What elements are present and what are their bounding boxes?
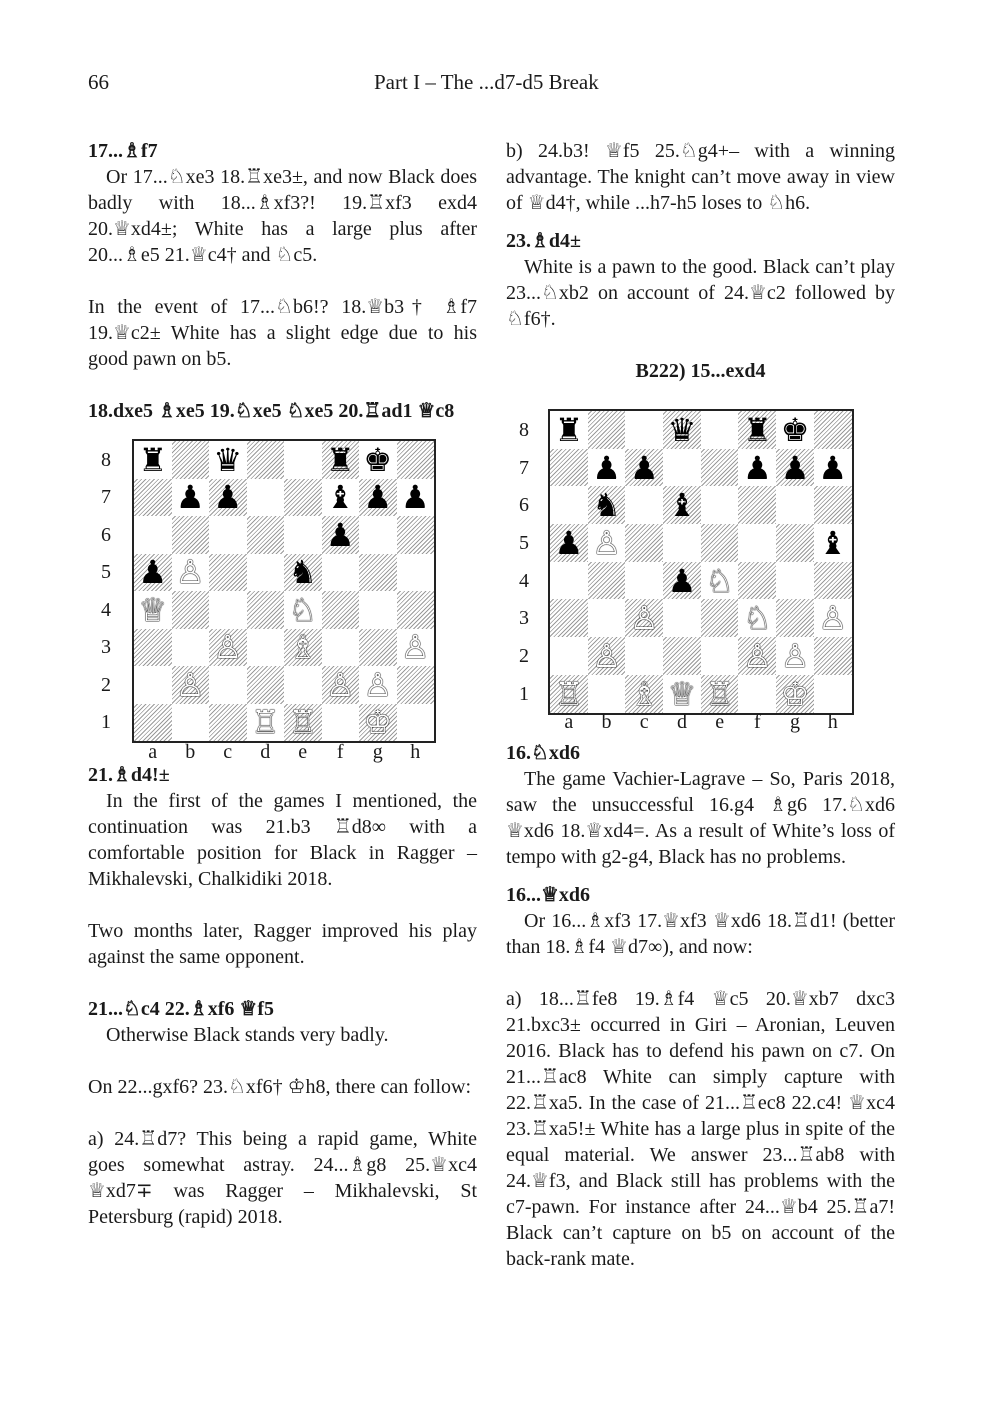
file-label: g [790,711,801,733]
square-g5 [776,524,814,562]
rank-label: 1 [101,711,111,734]
chess-piece-h5: ♝ [818,523,848,562]
square-e5 [284,554,322,592]
square-f2 [738,637,776,675]
square-d2 [247,666,285,704]
paragraph: b) 24.b3! ♕f5 25.♘g4+– with a winning advantage. The knight can’t move away in view of ♕d4†, while ...h7-h5 loses to ♘h6. [506,140,895,214]
chess-piece-e4: ♘ [705,561,734,600]
file-label: c [223,741,233,763]
file-label: a [564,711,574,733]
square-g1 [776,675,814,713]
square-d8 [663,411,701,449]
chess-piece-d6: ♝ [667,486,697,525]
chess-piece-a4: ♕ [138,590,168,629]
square-g6 [359,516,397,554]
square-g3 [776,599,814,637]
square-h7 [397,479,435,517]
square-a6 [550,486,588,524]
square-d1 [247,704,285,742]
square-c2 [209,666,247,704]
square-e8 [284,441,322,479]
chess-piece-d8: ♛ [667,410,697,449]
square-h5 [814,524,852,562]
chess-piece-c8: ♛ [213,440,243,479]
rank-label: 2 [519,645,529,668]
rank-label: 7 [519,456,529,479]
chess-piece-d1: ♕ [667,674,697,713]
chess-piece-c7: ♟ [213,478,243,517]
rank-label: 8 [519,418,529,441]
square-f1 [322,704,360,742]
square-d1 [663,675,701,713]
square-d6 [663,486,701,524]
rank-label: 6 [101,523,111,546]
running-title: Part I – The ...d7-d5 Break [374,70,599,94]
square-a1 [550,675,588,713]
square-h1 [814,675,852,713]
square-d5 [663,524,701,562]
chess-piece-h3: ♙ [400,628,430,667]
square-c3 [625,599,663,637]
chess-piece-b7: ♟ [175,478,205,517]
square-e3 [701,599,739,637]
chess-piece-d1: ♖ [250,703,280,742]
square-e8 [701,411,739,449]
chess-piece-e3: ♗ [288,628,318,667]
chess-piece-b6: ♞ [592,486,621,525]
square-f6 [738,486,776,524]
square-d7 [247,479,285,517]
square-b6 [588,486,626,524]
square-g8 [359,441,397,479]
rank-label: 7 [101,486,111,509]
right-column [506,138,895,1272]
square-e7 [284,479,322,517]
file-label: d [676,711,687,733]
square-g2 [359,666,397,704]
move-heading: 21...♘c4 22.♗xf6 ♕f5 [88,998,274,1020]
square-a8 [134,441,172,479]
rank-label: 3 [519,607,529,630]
chess-piece-g8: ♚ [780,410,810,449]
square-b8 [172,441,210,479]
chess-piece-f8: ♜ [742,410,772,449]
square-d2 [663,637,701,675]
square-f3 [322,629,360,667]
file-label: f [336,741,344,763]
paragraph: Otherwise Black stands very badly. [106,1024,389,1046]
square-e1 [701,675,739,713]
rank-label: 1 [519,682,529,705]
square-f6 [322,516,360,554]
chess-piece-b7: ♟ [592,448,621,487]
square-a5 [550,524,588,562]
square-b4 [172,591,210,629]
move-heading: 23.♗d4± [506,230,582,252]
chess-piece-e4: ♘ [288,590,318,629]
rank-label: 3 [101,636,111,659]
square-a7 [134,479,172,517]
chess-diagram [506,384,895,740]
paragraph: On 22...gxf6? 23.♘xf6† ♔h8, there can follow: [88,1076,471,1098]
square-c8 [625,411,663,449]
square-a1 [134,704,172,742]
square-f1 [738,675,776,713]
square-b6 [172,516,210,554]
square-b7 [588,449,626,487]
square-h3 [814,599,852,637]
square-d7 [663,449,701,487]
rank-label: 8 [101,448,111,471]
chess-piece-g1: ♔ [780,674,810,713]
chess-piece-f2: ♙ [325,665,355,704]
chess-piece-f3: ♘ [742,599,772,638]
chess-diagram [88,424,477,762]
square-b3 [172,629,210,667]
file-label: e [298,741,308,763]
square-a2 [134,666,172,704]
square-e7 [701,449,739,487]
square-b4 [588,562,626,600]
square-a7 [550,449,588,487]
file-label: c [639,711,649,733]
square-c6 [209,516,247,554]
square-g1 [359,704,397,742]
paragraph: a) 24.♖d7? This being a rapid game, White goes somewhat astray. 24...♗g8 25.♕xc4 ♕xd7∓ was Ragger – Mikhalevski, St Petersburg (rapid) 2018. [88,1128,477,1228]
square-e1 [284,704,322,742]
chess-piece-a8: ♜ [138,440,168,479]
paragraph: Or 16...♗xf3 17.♕xf3 ♕xd6 18.♖d1! (better than 18.♗f4 ♕d7∞), and now: [506,910,895,958]
square-b5 [588,524,626,562]
square-h4 [397,591,435,629]
chess-piece-g8: ♚ [363,440,393,479]
square-a3 [550,599,588,637]
square-g8 [776,411,814,449]
chess-piece-b5: ♙ [175,553,205,592]
chess-piece-g7: ♟ [363,478,393,517]
file-label: h [410,741,421,763]
square-b1 [588,675,626,713]
square-f5 [322,554,360,592]
move-heading: 16...♕xd6 [506,884,591,906]
square-c5 [625,524,663,562]
chess-piece-e1: ♖ [288,703,318,742]
chess-piece-d4: ♟ [667,561,697,600]
square-h5 [397,554,435,592]
square-a6 [134,516,172,554]
paragraph: Or 17...♘xe3 18.♖xe3±, and now Black does badly with 18...♗xf3?! 19.♖xf3 exd4 20.♕xd4±; White has a large plus after 20...♗e5 21.♕c4† and ♘c5. [88,166,477,266]
rank-label: 2 [101,673,111,696]
chess-piece-a5: ♟ [554,523,584,562]
chess-piece-e5: ♞ [288,553,318,592]
square-b2 [588,637,626,675]
square-e5 [701,524,739,562]
chess-piece-f7: ♟ [742,448,772,487]
chess-board [132,439,436,743]
square-f8 [322,441,360,479]
square-h2 [814,637,852,675]
chess-piece-a5: ♟ [138,553,168,592]
square-a8 [550,411,588,449]
chess-piece-g2: ♙ [363,665,393,704]
square-d5 [247,554,285,592]
chess-piece-a8: ♜ [554,410,584,449]
square-f7 [322,479,360,517]
file-label: d [260,741,271,763]
paragraph: In the event of 17...♘b6!? 18.♕b3† ♗f7 19.♕c2± White has a slight edge due to his good pawn on b5. [88,296,477,370]
square-c6 [625,486,663,524]
square-a5 [134,554,172,592]
rank-label: 4 [101,598,111,621]
paragraph: The game Vachier-Lagrave – So, Paris 2018, saw the unsuccessful 16.g4 ♗g6 17.♘xd6 ♕xd6 18.♕xd4=. As a result of White’s loss of tempo with g2-g4, Black has no problems. [506,768,895,868]
square-g6 [776,486,814,524]
chess-board [548,409,854,715]
chess-piece-f7: ♝ [325,478,355,517]
chess-piece-g7: ♟ [780,448,810,487]
file-label: e [715,711,725,733]
chess-piece-g2: ♙ [780,637,810,676]
square-c7 [625,449,663,487]
chess-piece-f6: ♟ [325,515,355,554]
square-a4 [134,591,172,629]
square-f2 [322,666,360,704]
square-g7 [359,479,397,517]
square-h6 [814,486,852,524]
rank-label: 5 [101,561,111,584]
left-column [88,138,477,1230]
square-e6 [284,516,322,554]
square-b1 [172,704,210,742]
square-a2 [550,637,588,675]
file-label: a [148,741,158,763]
rank-label: 6 [519,494,529,517]
page-number: 66 [88,70,109,94]
square-h7 [814,449,852,487]
square-b3 [588,599,626,637]
square-h1 [397,704,435,742]
square-g2 [776,637,814,675]
square-h4 [814,562,852,600]
rank-label: 5 [519,531,529,554]
square-c1 [625,675,663,713]
square-f4 [322,591,360,629]
square-e6 [701,486,739,524]
file-label: f [754,711,761,733]
square-d3 [247,629,285,667]
square-c8 [209,441,247,479]
chess-piece-h3: ♙ [818,599,848,638]
paragraph: a) 18...♖fe8 19.♗f4 ♕c5 20.♕xb7 dxc3 21.bxc3± occurred in Giri – Aronian, Leuven 2016. Black has to defend his pawn on c7. On 21...♖ac8 White can simply capture with 22.♖xa5. In the case of 21...♖ec8 22.c4! ♕xc4 23.♖xa5!± White has a large plus in spite of the equal material. We answer 23...♖ab8 with 24.♕f3, and Black still has problems with the c7-pawn. For instance after 24...♕b4 25.♖a7! Black can’t capture on b5 on account of the back-rank mate. [506,988,895,1270]
square-g3 [359,629,397,667]
file-label: b [601,711,612,733]
move-heading: 21.♗d4!± [88,764,170,786]
paragraph: In the first of the games I mentioned, the continuation was 21.b3 ♖d8∞ with a comfortable position for Black in Ragger – Mikhalevski, Chalkidiki 2018. [88,790,477,890]
square-f7 [738,449,776,487]
rank-label: 4 [519,569,529,592]
paragraph: White is a pawn to the good. Black can’t play 23...♘xb2 on account of 24.♕c2 followed by ♘f6†. [506,256,895,330]
square-h3 [397,629,435,667]
square-c5 [209,554,247,592]
square-b2 [172,666,210,704]
square-d4 [247,591,285,629]
square-f3 [738,599,776,637]
move-heading: 17...♗f7 [88,140,158,162]
file-label: h [827,711,838,733]
square-d8 [247,441,285,479]
square-c4 [625,562,663,600]
chess-piece-g1: ♔ [363,703,393,742]
chess-piece-b2: ♙ [592,637,621,676]
chess-piece-b2: ♙ [175,665,205,704]
square-f5 [738,524,776,562]
square-c4 [209,591,247,629]
square-d3 [663,599,701,637]
square-c1 [209,704,247,742]
square-f8 [738,411,776,449]
file-label: g [372,741,383,763]
move-heading: 18.dxe5 ♗xe5 19.♘xe5 ♘xe5 20.♖ad1 ♕c8 [88,400,455,422]
file-label: b [185,741,196,763]
square-g4 [776,562,814,600]
square-g4 [359,591,397,629]
section-heading: B222) 15...exd4 [635,360,766,382]
chess-piece-h7: ♟ [400,478,430,517]
square-e4 [284,591,322,629]
square-h8 [814,411,852,449]
square-h2 [397,666,435,704]
square-f4 [738,562,776,600]
square-c2 [625,637,663,675]
square-a3 [134,629,172,667]
square-b5 [172,554,210,592]
chess-piece-e1: ♖ [705,674,734,713]
move-heading: 16.♘xd6 [506,742,581,764]
square-b7 [172,479,210,517]
square-e4 [701,562,739,600]
chess-piece-h7: ♟ [818,448,848,487]
square-e2 [701,637,739,675]
square-d6 [247,516,285,554]
square-b8 [588,411,626,449]
square-a4 [550,562,588,600]
chess-piece-a1: ♖ [554,674,584,713]
square-c3 [209,629,247,667]
square-c7 [209,479,247,517]
chess-piece-c3: ♙ [213,628,243,667]
square-d4 [663,562,701,600]
chess-piece-c7: ♟ [629,448,659,487]
square-h8 [397,441,435,479]
chess-piece-f2: ♙ [742,637,772,676]
chess-piece-b5: ♙ [592,523,621,562]
square-e2 [284,666,322,704]
chess-piece-c3: ♙ [629,599,659,638]
paragraph: Two months later, Ragger improved his play against the same opponent. [88,920,477,968]
square-g7 [776,449,814,487]
chess-piece-c1: ♗ [629,674,659,713]
square-e3 [284,629,322,667]
square-g5 [359,554,397,592]
chess-piece-f8: ♜ [325,440,355,479]
square-h6 [397,516,435,554]
